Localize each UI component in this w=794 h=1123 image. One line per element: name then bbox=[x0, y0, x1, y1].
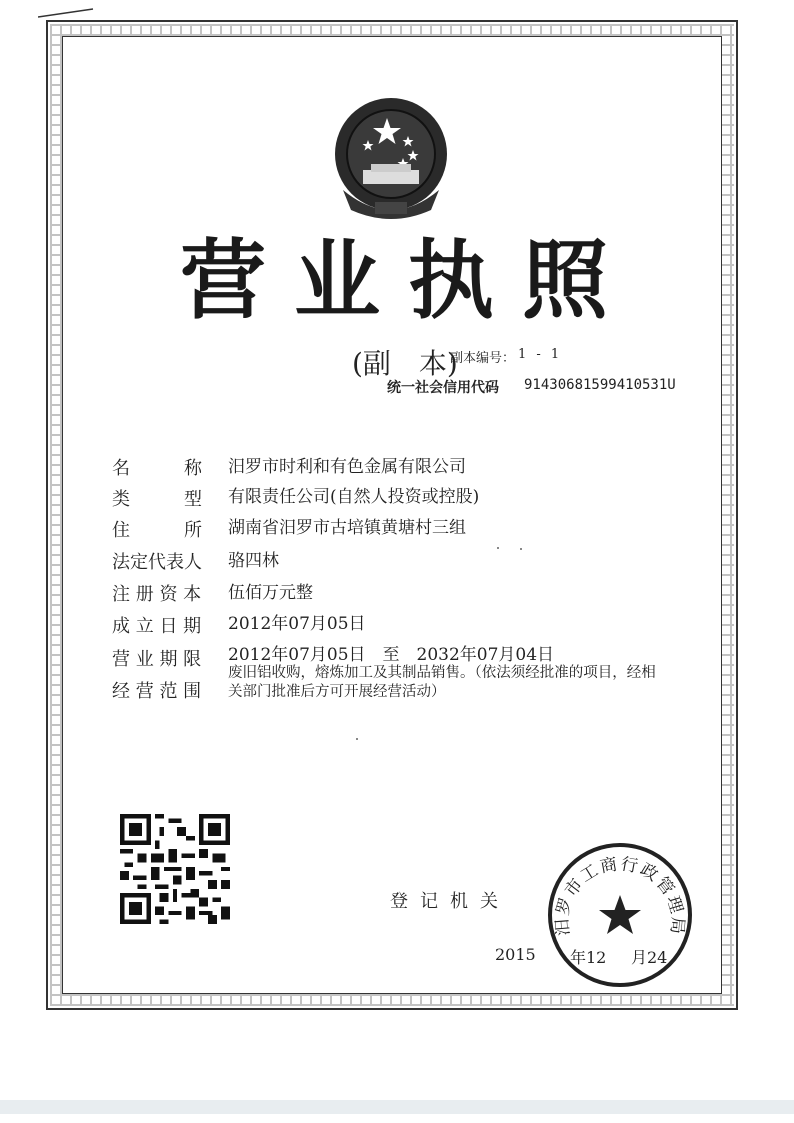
issue-date-year: 2015 bbox=[495, 945, 536, 964]
scan-speck bbox=[356, 738, 358, 740]
field-label-capital: 注 册 资 本 bbox=[112, 584, 202, 605]
field-label-legal-rep: 法定代表人 bbox=[112, 552, 202, 573]
field-label-established: 成 立 日 期 bbox=[112, 616, 202, 637]
copy-number-value: 1 - 1 bbox=[518, 347, 563, 362]
field-value-legal-rep: 骆四林 bbox=[228, 551, 279, 571]
field-label-scope: 经 营 范 围 bbox=[112, 681, 202, 702]
field-value-established: 2012年07月05日 bbox=[228, 614, 366, 634]
field-label-term: 营 业 期 限 bbox=[112, 649, 202, 670]
field-value-scope: 废旧铝收购，熔炼加工及其制品销售。（依法须经批准的项目，经相关部门批准后方可开展经营活动） bbox=[228, 665, 656, 700]
field-value-term: 2012年07月05日 至 2032年07月04日 bbox=[228, 645, 555, 665]
field-value-address: 湖南省汨罗市古培镇黄塘村三组 bbox=[228, 518, 466, 538]
field-value-capital: 伍佰万元整 bbox=[228, 583, 313, 603]
issue-date-month: 年12 bbox=[570, 948, 607, 967]
official-seal-icon bbox=[545, 840, 695, 990]
scan-mark bbox=[38, 8, 94, 18]
field-value-name: 汨罗市时利和有色金属有限公司 bbox=[228, 457, 466, 477]
national-emblem-icon bbox=[323, 90, 459, 226]
field-label-type: 类 型 bbox=[112, 489, 202, 510]
scan-speck bbox=[497, 547, 499, 549]
scan-speck bbox=[520, 548, 522, 550]
field-value-type: 有限责任公司(自然人投资或控股) bbox=[228, 487, 480, 507]
svg-text:汨罗市工商行政管理局: 汨罗市工商行政管理局 bbox=[552, 854, 688, 937]
issue-date-day: 月24 bbox=[631, 948, 668, 967]
qr-code-icon bbox=[120, 814, 230, 924]
copy-label: (副 本) bbox=[352, 347, 458, 380]
credit-code-value: 91430681599410531U bbox=[524, 377, 676, 393]
field-label-address: 住 所 bbox=[112, 520, 202, 541]
credit-code-label: 统一社会信用代码 bbox=[387, 380, 499, 396]
license-title: 营业执照 bbox=[180, 231, 636, 331]
field-label-name: 名 称 bbox=[112, 458, 202, 479]
registration-authority-label: 登记机关 bbox=[390, 891, 510, 912]
copy-number-label: 副本编号： bbox=[450, 351, 516, 366]
scan-bottom-strip bbox=[0, 1100, 794, 1114]
